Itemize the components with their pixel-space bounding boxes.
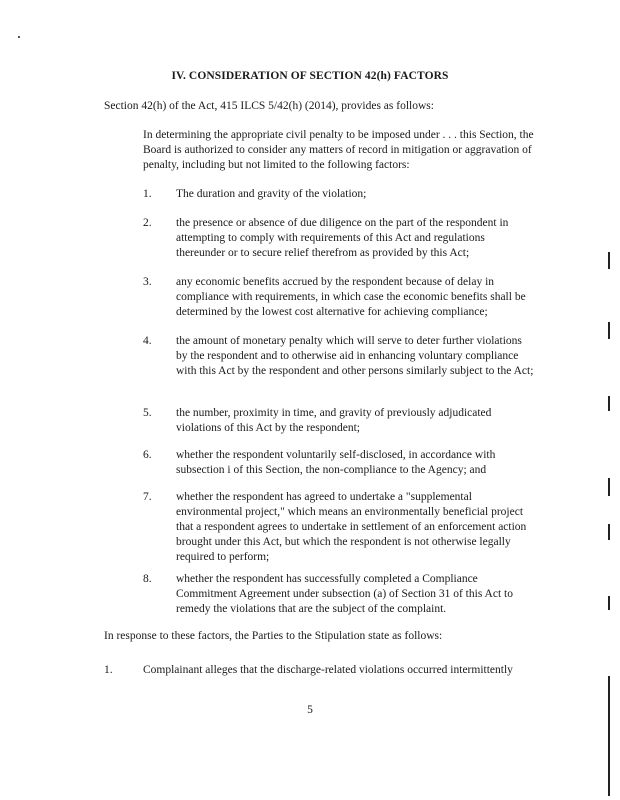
response-intro: In response to these factors, the Parties to the Stipulation state as follows:	[104, 630, 443, 642]
paragraph-number: 1.	[104, 664, 113, 676]
factor-number: 6.	[143, 449, 152, 461]
factor-number: 8.	[143, 573, 152, 585]
revision-bar	[608, 676, 610, 796]
factor-number: 4.	[143, 335, 152, 347]
factor-number: 1.	[143, 188, 152, 200]
scan-speck	[18, 36, 20, 38]
paragraph-text: Complainant alleges that the discharge-related violations occurred intermittently	[143, 664, 513, 676]
page-number: 5	[307, 704, 313, 716]
factor-text: the presence or absence of due diligence on the part of the respondent in attempting to comply with requirements of this Act and regulations thereunder or to secure relief therefrom as provided by this Act;	[176, 217, 509, 259]
quote-intro: In determining the appropriate civil penalty to be imposed under . . . this Section, the Board is authorized to consider any matters of record in mitigation or aggravation of penalty, including but not limited to the following factors:	[143, 129, 534, 171]
revision-bar	[608, 596, 610, 610]
revision-bar	[608, 524, 610, 540]
revision-bar	[608, 252, 610, 269]
factor-text: whether the respondent has successfully completed a Compliance Commitment Agreement under subsection (a) of Section 31 of this Act to remedy the violations that are the subject of the complaint.	[176, 573, 513, 615]
factor-number: 7.	[143, 491, 152, 503]
section-heading: IV. CONSIDERATION OF SECTION 42(h) FACTORS	[171, 70, 449, 82]
intro-sentence: Section 42(h) of the Act, 415 ILCS 5/42(h) (2014), provides as follows:	[104, 100, 434, 112]
revision-bar	[608, 478, 610, 496]
factor-number: 5.	[143, 407, 152, 419]
factor-text: whether the respondent has agreed to undertake a "supplemental environmental project," which means an environmentally beneficial project that a respondent agrees to undertake in settlement of an enforcement action brought under this Act, but which the respondent is not otherwise legally required to perform;	[176, 491, 527, 563]
factor-text: The duration and gravity of the violation;	[176, 188, 367, 200]
factor-text: whether the respondent voluntarily self-disclosed, in accordance with subsection i of this Section, the non-compliance to the Agency; and	[176, 449, 496, 476]
revision-bar	[608, 396, 610, 411]
factor-text: any economic benefits accrued by the respondent because of delay in compliance with requirements, in which case the economic benefits shall be determined by the lowest cost alternative for achieving compliance;	[176, 276, 526, 318]
factor-text: the number, proximity in time, and gravity of previously adjudicated violations of this Act by the respondent;	[176, 407, 492, 434]
factor-text: the amount of monetary penalty which will serve to deter further violations by the respondent and to otherwise aid in enhancing voluntary compliance with this Act by the respondent and other persons similarly subject to the Act;	[176, 335, 534, 377]
factor-number: 2.	[143, 217, 152, 229]
factor-number: 3.	[143, 276, 152, 288]
revision-bar	[608, 322, 610, 339]
